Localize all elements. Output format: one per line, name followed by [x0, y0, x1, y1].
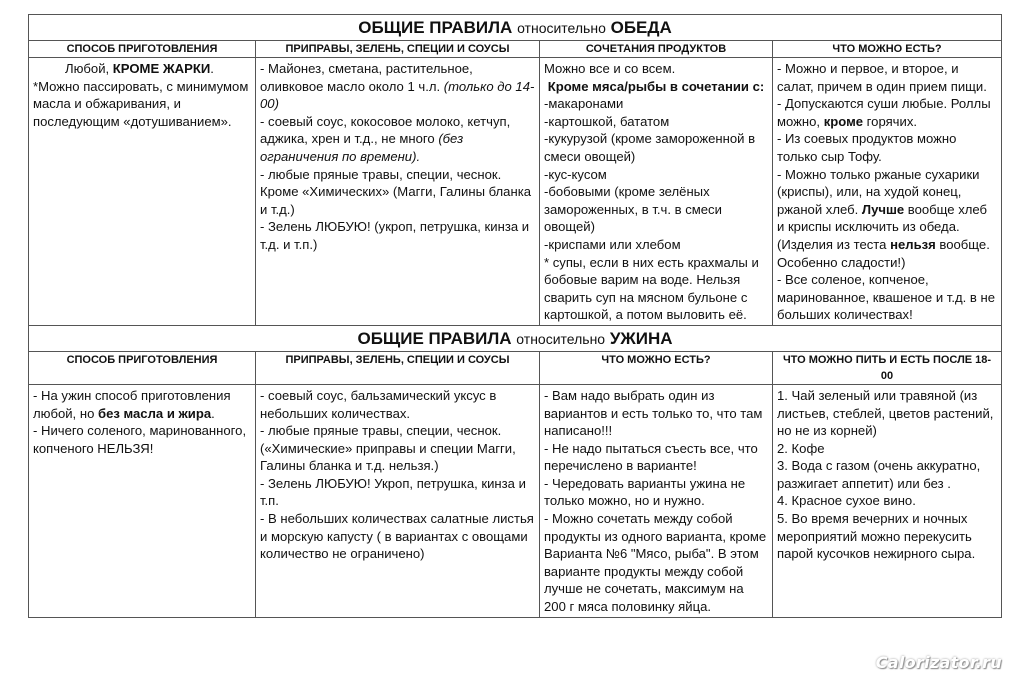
lunch-eat-cell: [773, 58, 1002, 326]
lunch-title-main: ОБЩИЕ ПРАВИЛА: [358, 18, 513, 37]
lunch-combos-item: -бобовыми (кроме зелёных замороженных, в т.ч. в смеси овощей): [544, 184, 722, 235]
dinner-seasoning-item: - В небольших количествах салатные листья и морскую капусту ( в вариантах с овощами количество не ограничено): [260, 511, 534, 562]
dinner-eat-cell: [540, 384, 773, 617]
dinner-eat-item: - Вам надо выбрать один из вариантов и есть только то, что там написано!!!: [544, 387, 763, 439]
dinner-title-rel: относительно: [516, 330, 606, 347]
lunch-combos-item: -кукурузой (кроме замороженной в смеси овощей): [544, 131, 756, 164]
dinner-title-row: [29, 325, 1002, 351]
lunch-seasoning-item: - любые пряные травы, специи, чеснок. Кроме «Химических» (Магги, Галины бланка и т.д.): [260, 166, 531, 217]
dinner-header-cooking: СПОСОБ ПРИГОТОВЛЕНИЯ: [29, 351, 256, 384]
lunch-combos-item: Можно все и со всем.: [544, 61, 676, 76]
dinner-after-item: 1. Чай зеленый или травяной (из листьев, стеблей, цветов растений, но не из корней): [777, 387, 994, 439]
lunch-eat-item: - Можно только ржаные сухарики (криспы), или, на худой конец, ржаной хлеб. Лучше вообще хлеб и криспы исключить из обеда. (Изделия из теста нельзя вообще. Особенно сладости!): [777, 166, 990, 270]
lunch-seasoning-cell: [256, 58, 540, 326]
lunch-title-tail: ОБЕДА: [610, 18, 672, 37]
dinner-header-eat: ЧТО МОЖНО ЕСТЬ?: [540, 351, 773, 384]
lunch-seasoning-item: - соевый соус, кокосовое молоко, кетчуп, аджика, хрен и т.д., не много (без ограничения по времени).: [260, 113, 511, 164]
dinner-header-row: [29, 351, 1002, 384]
dinner-cooking-cell: [29, 384, 256, 617]
dinner-after-item: 2. Кофе: [777, 440, 825, 456]
dinner-cooking-item: - Ничего соленого, маринованного, копченого НЕЛЬЗЯ!: [33, 423, 247, 456]
lunch-seasoning-item: - Майонез, сметана, растительное, оливковое масло около 1 ч.л. (только до 14-00): [260, 61, 535, 112]
dinner-header-seasoning: ПРИПРАВЫ, ЗЕЛЕНЬ, СПЕЦИИ И СОУСЫ: [256, 351, 540, 384]
lunch-seasoning-item: - Зелень ЛЮБУЮ! (укроп, петрушка, кинза и т.д. и т.п.): [260, 219, 530, 252]
dinner-body-row: [29, 384, 1002, 617]
lunch-eat-item: - Можно и первое, и второе, и салат, причем в один прием пищи.: [777, 61, 987, 94]
dinner-title-main: ОБЩИЕ ПРАВИЛА: [357, 328, 512, 348]
rules-table: [28, 14, 1002, 618]
dinner-eat-item: - Можно сочетать между собой продукты из одного варианта, кроме Варианта №6 "Мясо, рыба". В этом варианте продукты между собой лучше не сочетать, максимум на 200 г мяса половинку яйца.: [544, 511, 767, 615]
dinner-title: [29, 325, 1002, 351]
dinner-eat-item: - Не надо пытаться съесть все, что перечислено в варианте!: [544, 440, 758, 474]
lunch-cooking-cell: [29, 58, 256, 326]
lunch-header-row: [29, 41, 1002, 58]
dinner-after-item: 3. Вода с газом (очень аккуратно, разжигает аппетит) или без .: [777, 458, 981, 491]
lunch-combos-item: Кроме мяса/рыбы в сочетании с:: [547, 78, 765, 94]
lunch-combos-item: -макаронами: [544, 96, 624, 112]
lunch-combos-cell: [540, 58, 773, 326]
dinner-seasoning-item: - любые пряные травы, специи, чеснок. («Химические» приправы и специи Магги, Галины бланка и т.д. нельзя.): [260, 423, 516, 474]
dinner-cooking-item: - На ужин способ приготовления любой, но без масла и жира.: [33, 387, 231, 421]
lunch-combos-item: -кус-кусом: [544, 166, 607, 182]
lunch-header-cooking: СПОСОБ ПРИГОТОВЛЕНИЯ: [29, 41, 256, 58]
lunch-combos-item: * супы, если в них есть крахмалы и бобовые варим на воде. Нельзя сварить суп на мясном бульоне с картошкой, а потом выловить её.: [544, 254, 759, 323]
lunch-header-seasoning: ПРИПРАВЫ, ЗЕЛЕНЬ, СПЕЦИИ И СОУСЫ: [256, 41, 540, 58]
dinner-seasoning-item: - соевый соус, бальзамический уксус в небольших количествах.: [260, 387, 497, 421]
lunch-eat-item: - Из соевых продуктов можно только сыр Тофу.: [777, 131, 957, 164]
lunch-title: [29, 15, 1002, 41]
dinner-eat-item: - Чередовать варианты ужина не только можно, но и нужно.: [544, 475, 746, 509]
lunch-cooking-line-1: Любой, КРОМЕ ЖАРКИ.: [65, 61, 214, 76]
dinner-after-item: 5. Во время вечерних и ночных мероприятий можно перекусить парой кусочков нежирного сыра.: [777, 511, 976, 562]
lunch-eat-item: - Все соленое, копченое, маринованное, квашеное и т.д. в не больших количествах!: [777, 272, 995, 323]
lunch-title-row: [29, 15, 1002, 41]
lunch-body-row: [29, 58, 1002, 326]
lunch-header-combos: СОЧЕТАНИЯ ПРОДУКТОВ: [540, 41, 773, 58]
lunch-combos-item: -криспами или хлебом: [544, 236, 681, 252]
watermark: Calorizator.ru: [875, 653, 1002, 672]
dinner-after-cell: [773, 384, 1002, 617]
dinner-header-after: ЧТО МОЖНО ПИТЬ И ЕСТЬ ПОСЛЕ 18-00: [773, 351, 1002, 384]
lunch-combos-item: -картошкой, бататом: [544, 113, 670, 129]
dinner-title-tail: УЖИНА: [609, 328, 673, 348]
lunch-cooking-line-2: *Можно пассировать, с минимумом масла и обжаривания, и последующим «дотушиванием».: [33, 78, 249, 129]
dinner-seasoning-cell: [256, 384, 540, 617]
dinner-seasoning-item: - Зелень ЛЮБУЮ! Укроп, петрушка, кинза и т.п.: [260, 475, 526, 509]
lunch-title-rel: относительно: [517, 20, 606, 36]
lunch-eat-item: - Допускаются суши любые. Роллы можно, кроме горячих.: [777, 96, 991, 129]
dinner-after-item: 4. Красное сухое вино.: [777, 493, 916, 509]
lunch-header-eat: ЧТО МОЖНО ЕСТЬ?: [773, 41, 1002, 58]
